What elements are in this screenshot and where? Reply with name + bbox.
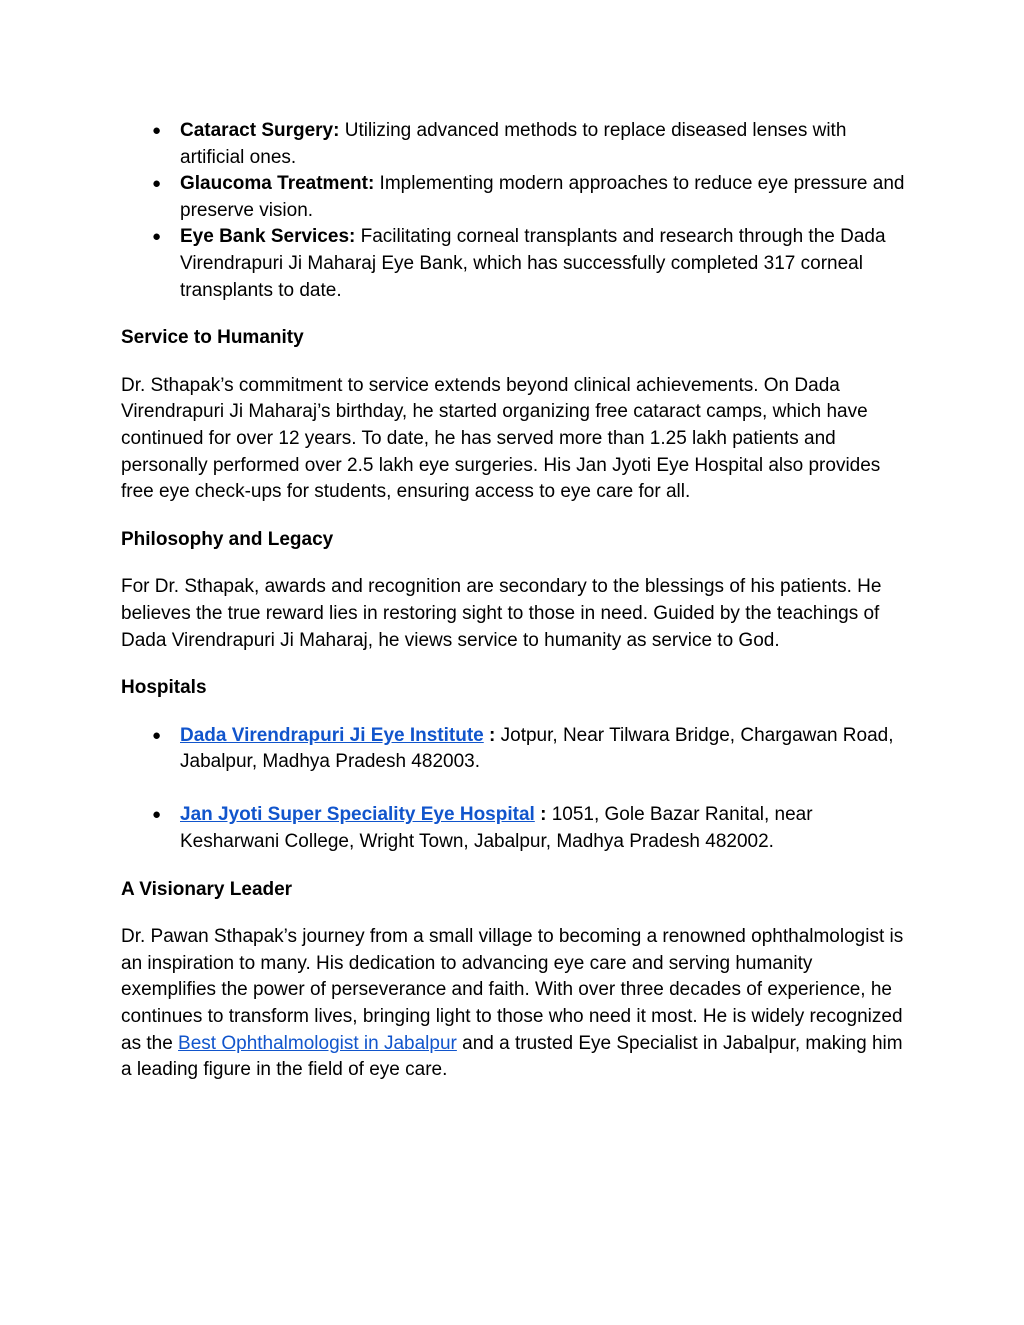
service-paragraph: Dr. Sthapak’s commitment to service extends beyond clinical achievements. On Dada Virendrapuri Ji Maharaj’s birthday, he started organizing free cataract camps, which have continued for over 12 years. To date, he has served more than 1.25 lakh patients and personally performed over 2.5 lakh eye surgeries. His Jan Jyoti Eye Hospital also provides free eye check-ups for students, ensuring access to eye care for all.: [121, 374, 881, 503]
bullet-icon: ●: [152, 175, 162, 193]
treatment-title: Cataract Surgery:: [180, 120, 340, 141]
leader-text-before: Dr. Pawan Sthapak’s journey from a small village to becoming a renowned ophthalmologist is an inspiration to many. His dedication to advancing eye care and serving humanity exemplifies the power of perseverance and faith. With over three decades of experience, he continues to transform lives, bringing light to those who need it most. He is widely recognized as the: [121, 926, 904, 1054]
document-page: [121, 118, 911, 1084]
best-ophthalmologist-link[interactable]: Best Ophthalmologist in Jabalpur: [178, 1032, 457, 1054]
hospital-list: [121, 723, 911, 856]
hospital-separator: :: [483, 724, 501, 746]
philosophy-paragraph: For Dr. Sthapak, awards and recognition are secondary to the blessings of his patients. He believes the true reward lies in restoring sight to those in need. Guided by the teachings of Dada Virendrapuri Ji Maharaj, he views service to humanity as service to God.: [121, 576, 882, 651]
list-item: [121, 802, 911, 855]
hospital-address: Jotpur, Near Tilwara Bridge, Chargawan Road, Jabalpur, Madhya Pradesh 482003.: [180, 724, 894, 773]
bullet-icon: ●: [152, 806, 162, 824]
section-heading-leader: A Visionary Leader: [121, 878, 293, 900]
treatment-title: Glaucoma Treatment:: [180, 173, 375, 195]
leader-text-after: and a trusted Eye Specialist in Jabalpur, making him a leading figure in the field of eye care.: [121, 1032, 903, 1081]
leader-paragraph: [121, 924, 911, 1084]
section-heading-service: Service to Humanity: [121, 327, 304, 349]
list-item: [121, 723, 911, 776]
list-item: [121, 224, 911, 304]
treatment-list: [121, 118, 911, 304]
bullet-icon: ●: [152, 726, 162, 744]
section-heading-hospitals: Hospitals: [121, 677, 207, 699]
treatment-text: Implementing modern approaches to reduce eye pressure and preserve vision.: [180, 173, 905, 221]
hospital-link-dada-virendrapuri[interactable]: Dada Virendrapuri Ji Eye Institute: [180, 724, 484, 746]
list-item: [121, 171, 911, 224]
hospital-address: 1051, Gole Bazar Ranital, near Kesharwani College, Wright Town, Jabalpur, Madhya Pradesh 482002.: [180, 804, 813, 853]
hospital-link-jan-jyoti[interactable]: Jan Jyoti Super Speciality Eye Hospital: [180, 804, 535, 826]
treatment-title: Eye Bank Services:: [180, 226, 356, 248]
bullet-icon: ●: [152, 122, 162, 139]
bullet-icon: ●: [152, 228, 162, 246]
list-spacer: [121, 776, 911, 803]
list-item: [121, 118, 911, 171]
treatment-text: Facilitating corneal transplants and research through the Dada Virendrapuri Ji Maharaj Eye Bank, which has successfully completed 317 corneal transplants to date.: [180, 226, 886, 301]
hospital-separator: :: [534, 804, 552, 826]
treatment-text: Utilizing advanced methods to replace diseased lenses with artificial ones.: [180, 120, 847, 168]
section-heading-philosophy: Philosophy and Legacy: [121, 528, 334, 550]
